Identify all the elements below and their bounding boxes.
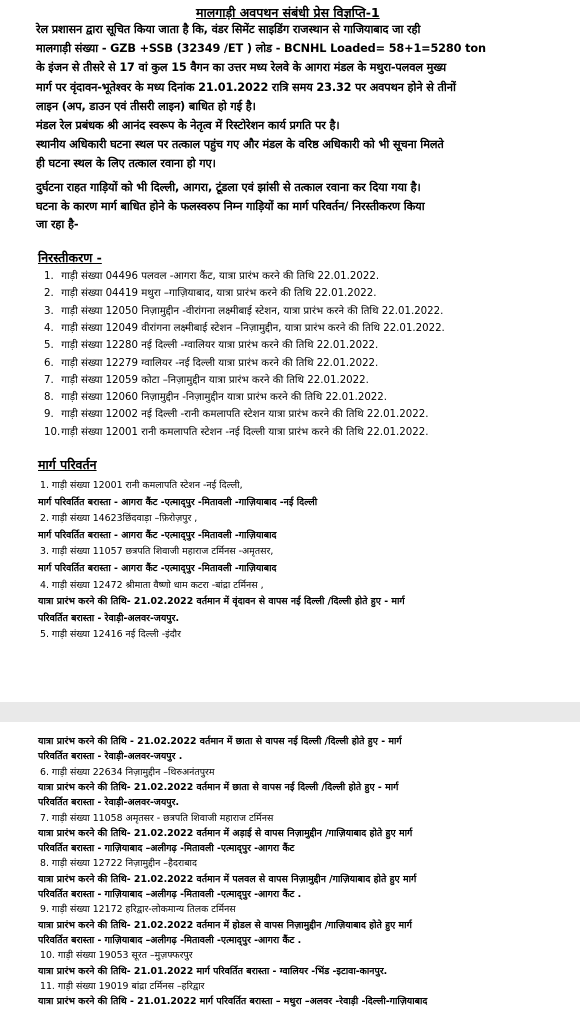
item-number: 2. bbox=[44, 288, 54, 300]
diversion-train-line: 9. गाड़ी संख्या 12172 हरिद्वार-लोकमान्य तिलक टर्मिनस bbox=[40, 904, 236, 916]
diversion-train-line: 3. गाड़ी संख्या 11057 छत्रपति शिवाजी महाराज टर्मिनस -अमृतसर, bbox=[40, 546, 274, 558]
item-text: गाड़ी संख्या 12060 निज़ामुद्दीन -निज़ामुद्दीन यात्रा प्रारंभ करने की तिथि 22.01.2022. bbox=[58, 392, 388, 404]
document-title: मालगाड़ी अवपथन संबंधी प्रेस विज्ञप्ति-1 bbox=[196, 5, 380, 20]
diversion-heading: मार्ग परिवर्तन bbox=[38, 457, 97, 472]
item-number: 5. bbox=[44, 340, 54, 352]
cancellation-item bbox=[44, 372, 369, 386]
diversion-route-line: मार्ग परिवर्तित बरास्ता - आगरा कैंट -एत्माद्पुर -मितावली -गाज़ियाबाद bbox=[38, 529, 277, 541]
cancellation-item bbox=[44, 355, 378, 369]
diversion-route-line: मार्ग परिवर्तित बरास्ता - आगरा कैंट -एत्माद्पुर -मितावली -गाज़ियाबाद -नई दिल्ली bbox=[38, 496, 318, 508]
item-number: 6. bbox=[44, 357, 54, 369]
cancellation-item bbox=[44, 406, 428, 420]
item-text: गाड़ी संख्या 12050 निज़ामुद्दीन -वीरांगना लक्ष्मीबाई स्टेशन, यात्रा प्रारंभ करने की तिथि 22.01.2022. bbox=[58, 305, 444, 317]
diversion-route-line: यात्रा प्रारंभ करने की तिथि - 21.02.2022 वर्तमान में छाता से वापस नई दिल्ली /दिल्ली होते हुए - मार्ग bbox=[38, 736, 402, 747]
cancellation-item bbox=[44, 285, 376, 299]
diversion-train-line: 4. गाड़ी संख्या 12472 श्रीमाता वैष्णो धाम कटरा -बांद्रा टर्मिनस , bbox=[40, 579, 264, 591]
diversion-route-line: यात्रा प्रारंभ करने की तिथि- 21.01.2022 मार्ग परिवर्तित बरास्ता - ग्वालियर -भिंड -इटावा-कानपुर. bbox=[38, 965, 388, 977]
cancellation-item bbox=[44, 424, 428, 438]
diversion-train-line: 8. गाड़ी संख्या 12722 निज़ामुद्दीन –हैदराबाद bbox=[40, 858, 197, 870]
diversion-train-line: 11. गाड़ी संख्या 19019 बांद्रा टर्मिनस –हरिद्वार bbox=[40, 980, 205, 992]
item-text: गाड़ी संख्या 12279 ग्वालियर -नई दिल्ली यात्रा प्रारंभ करने की तिथि 22.01.2022. bbox=[58, 357, 379, 369]
paragraph-line: मार्ग पर वृंदावन-भूतेश्वर के मध्य दिनांक 21.01.2022 रात्रि समय 23.32 पर अवपथन होने से तीनों bbox=[36, 80, 456, 94]
item-number: 8. bbox=[44, 392, 54, 404]
cancellation-item bbox=[44, 268, 379, 282]
item-text: गाड़ी संख्या 12002 नई दिल्ली -रानी कमलापति स्टेशन यात्रा प्रारंभ करने की तिथि 22.01.2022. bbox=[58, 409, 429, 421]
cancellation-heading: निरस्तीकरण - bbox=[38, 250, 102, 265]
diversion-train-line: 10. गाड़ी संख्या 19053 सूरत –मुज़फ्फरपुर bbox=[40, 950, 193, 962]
paragraph-line: रेल प्रशासन द्वारा सूचित किया जाता है कि, वंडर सिमेंट साइडिंग राजस्थान से गाजियाबाद जा रही bbox=[36, 23, 421, 36]
paragraph-line: मालगाड़ी संख्या - GZB +SSB (32349 /ET ) लोड - BCNHL Loaded= 58+1=5280 ton bbox=[36, 42, 486, 56]
diversion-route-line: परिवर्तित बरास्ता - रेवाड़ी-अलवर-जयपुर. bbox=[38, 612, 180, 624]
cancellation-item bbox=[44, 337, 378, 351]
paragraph-line: मंडल रेल प्रबंधक श्री आनंद स्वरूप के नेतृत्व में रिस्टोरेशन कार्य प्रगति पर है। bbox=[36, 119, 340, 132]
document-page-2 bbox=[0, 722, 580, 1024]
item-text: गाड़ी संख्या 04496 पलवल -आगरा कैंट, यात्रा प्रारंभ करने की तिथि 22.01.2022. bbox=[58, 271, 380, 282]
item-text: गाड़ी संख्या 12059 कोटा –निज़ामुद्दीन यात्रा प्रारंभ करने की तिथि 22.01.2022. bbox=[58, 374, 369, 386]
cancellation-item bbox=[44, 303, 443, 317]
diversion-route-line: मार्ग परिवर्तित बरास्ता - आगरा कैंट -एत्माद्पुर -मितावली -गाज़ियाबाद bbox=[38, 563, 277, 574]
diversion-route-line: परिवर्तित बरास्ता - गाज़ियाबाद –अलीगढ़ -मितावली -एत्माद्पुर -आगरा कैंट . bbox=[38, 889, 302, 900]
diversion-train-line: 6. गाड़ी संख्या 22634 निज़ामुद्दीन –थिरुअनंतपुरम bbox=[40, 766, 215, 778]
item-text: गाड़ी संख्या 12001 रानी कमलापति स्टेशन -नई दिल्ली यात्रा प्रारंभ करने की तिथि 22.01.2022. bbox=[58, 426, 429, 438]
diversion-train-line: 7. गाड़ी संख्या 11058 अमृतसर - छत्रपति शिवाजी महाराज टर्मिनस bbox=[40, 812, 274, 824]
item-number: 4. bbox=[44, 322, 54, 334]
diversion-train-line: 1. गाड़ी संख्या 12001 रानी कमलापति स्टेशन -नई दिल्ली, bbox=[40, 480, 243, 491]
diversion-route-line: परिवर्तित बरास्ता - गाज़ियाबाद –अलीगढ़ -मितावली -एत्माद्पुर -आगरा कैंट bbox=[38, 843, 295, 855]
item-number: 3. bbox=[44, 305, 54, 317]
paragraph-line: दुर्घटना राहत गाड़ियों को भी दिल्ली, आगरा, टूंडला एवं झांसी से तत्काल रवाना कर दिया गया है। bbox=[36, 181, 421, 194]
item-text: गाड़ी संख्या 12280 नई दिल्ली -ग्वालियर यात्रा प्रारंभ करने की तिथि 22.01.2022. bbox=[58, 340, 379, 352]
cancellation-item bbox=[44, 320, 445, 334]
paragraph-line: जा रहा है- bbox=[36, 218, 79, 231]
diversion-train-line: 2. गाड़ी संख्या 14623छिंदवाड़ा –फ़िरोज़पुर , bbox=[40, 513, 198, 525]
diversion-route-line: परिवर्तित बरास्ता - रेवाड़ी-अलवर-जयपुर . bbox=[38, 751, 183, 763]
diversion-route-line: यात्रा प्रारंभ करने की तिथि- 21.02.2022 वर्तमान में होडल से वापस निज़ामुद्दीन /गाज़ियाबाद होते हुए मार्ग bbox=[38, 919, 412, 931]
cancellation-item bbox=[44, 389, 387, 403]
diversion-route-line: यात्रा प्रारंभ करने की तिथि- 21.02.2022 वर्तमान में छाता से वापस नई दिल्ली /दिल्ली होते हुए - मार्ग bbox=[38, 781, 399, 793]
diversion-route-line: परिवर्तित बरास्ता - रेवाड़ी-अलवर-जयपुर. bbox=[38, 797, 180, 809]
diversion-route-line: यात्रा प्रारंभ करने की तिथि- 21.02.2022 वर्तमान में अड़ाई से वापस निज़ामुद्दीन /गाज़ियाबाद होते हुए मार्ग bbox=[38, 827, 413, 839]
diversion-train-line: 5. गाड़ी संख्या 12416 नई दिल्ली -इंदौर bbox=[40, 629, 181, 641]
diversion-route-line: यात्रा प्रारंभ करने की तिथि- 21.02.2022 वर्तमान में वृंदावन से वापस नई दिल्ली /दिल्ली होते हुए - मार्ग bbox=[38, 596, 405, 608]
item-number: 9. bbox=[44, 409, 54, 421]
item-text: गाड़ी संख्या 12049 वीरांगना लक्ष्मीबाई स्टेशन –निज़ामुद्दीन, यात्रा प्रारंभ करने की तिथि 22.01.2022. bbox=[58, 322, 445, 334]
paragraph-line: घटना के कारण मार्ग बाधित होने के फलस्वरुप निम्न गाड़ियों का मार्ग परिवर्तन/ निरस्तीकरण किया bbox=[36, 199, 425, 213]
diversion-route-line: परिवर्तित बरास्ता - गाज़ियाबाद –अलीगढ़ -मितावली -एत्माद्पुर -आगरा कैंट . bbox=[38, 934, 302, 946]
paragraph-line: के इंजन से तीसरे से 17 वां कुल 15 वैगन का उत्तर मध्य रेलवे के आगरा मंडल के मथुरा-पलवल मुख्य bbox=[36, 61, 447, 75]
item-number: 7. bbox=[44, 374, 54, 386]
item-text: गाड़ी संख्या 04419 मथुरा –गाज़ियाबाद, यात्रा प्रारंभ करने की तिथि 22.01.2022. bbox=[58, 288, 377, 300]
item-number: 10. bbox=[44, 426, 61, 438]
diversion-route-line: यात्रा प्रारंभ करने की तिथि- 21.02.2022 वर्तमान में पलवल से वापस निज़ामुद्दीन /गाज़ियाबाद होते हुए मार्ग bbox=[38, 873, 417, 885]
paragraph-line: स्थानीय अधिकारी घटना स्थल पर तत्काल पहुंच गए और मंडल के वरिष्ठ अधिकारी को भी सूचना मिलते bbox=[36, 138, 444, 152]
paragraph-line: ही घटना स्थल के लिए तत्काल रवाना हो गए। bbox=[36, 157, 216, 171]
diversion-route-line: यात्रा प्रारंभ करने की तिथि - 21.01.2022 मार्ग परिवर्तित बरास्ता – मथुरा –अलवर -रेवाड़ी -दिल्ली-गाज़ियाबाद bbox=[38, 996, 428, 1008]
paragraph-line: लाइन (अप, डाउन एवं तीसरी लाइन) बाधित हो गई है। bbox=[36, 99, 256, 113]
item-number: 1. bbox=[44, 271, 54, 282]
page-separator bbox=[0, 702, 580, 722]
